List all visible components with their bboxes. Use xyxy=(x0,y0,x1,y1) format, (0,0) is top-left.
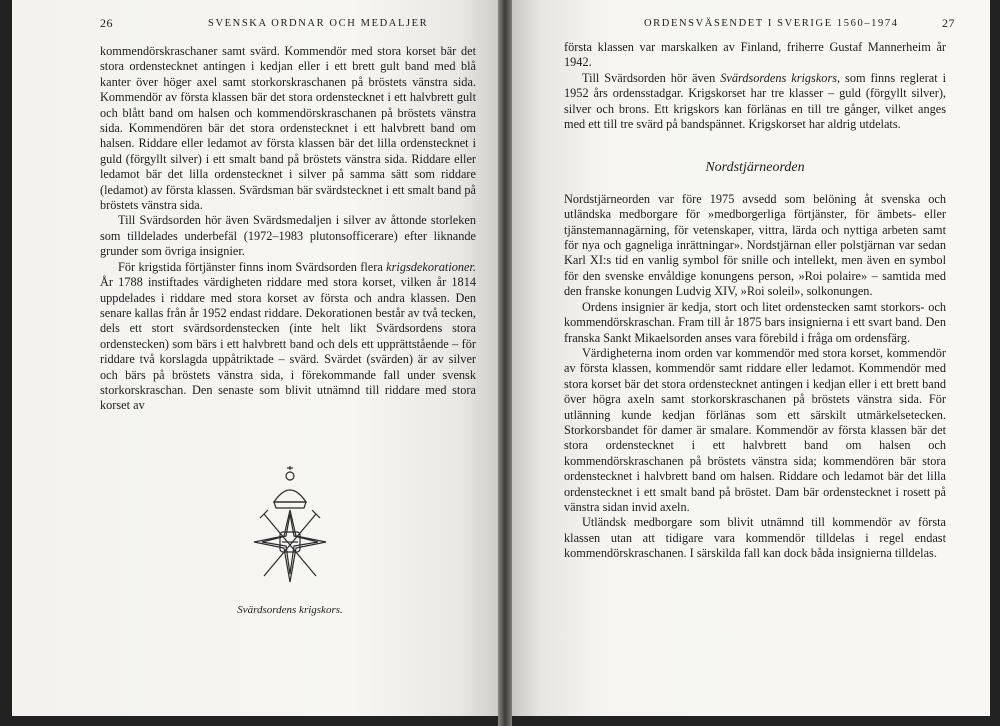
paragraph-krigsdekorationer xyxy=(100,260,476,414)
page-number-right: 27 xyxy=(942,16,955,30)
paragraph-krigskors xyxy=(564,71,946,133)
paragraph: Nordstjärneorden var före 1975 avsedd som belöning åt svenska och utländska medborgare för »medborgerliga förtjänster, för ämbets- eller tjänstemannagärning, för vetenskaper, vittra, lärda och nyttiga arbeten samt för nya och gagneliga inrättningar». Nordstjärnan eller polstjärnan var sedan Karl XI:s tid en vanlig symbol för snille och intellekt, men även en symbol för den svenske envåldige konungens person, »Roi polaire» – samtida med den franske konungen Ludvig XIV, »Roi soleil», solkonungen. xyxy=(564,191,946,299)
page-number-left: 26 xyxy=(100,16,113,30)
running-head-left: SVENSKA ORDNAR OCH MEDALJER xyxy=(208,18,429,29)
section-heading: Nordstjärneorden xyxy=(705,160,805,176)
right-page xyxy=(512,0,990,716)
emphasis: krigsdekorationer. xyxy=(386,259,476,274)
paragraph-text: År 1788 instiftades värdigheten riddare med stora korset, vilken år 1814 uppdelades i riddare med stora korset av första och andra klassen. Den senare kallas från år 1952 endast riddare. Dekorationen består av två tecken, dels ett stort svärdsordenstecken (inte helt likt Svärdsordens stora ordenstecken) som bärs i ett halvbrett band och dels ett upprättstående – för riddare två korslagda uppåtriktade – svärd. Svärdet (svärden) är av silver och bärs på bröstets vänstra sida, i förekommande fall under svensk storkorskraschan. Den senaste som blivit utnämnd till riddare med stora korset av xyxy=(100,275,476,413)
paragraph: Värdigheterna inom orden var kommendör med stora korset, kommendör av första klassen, kommendör samt riddare eller ledamot. Kommendör med stora korset bär det stora ordenstecknet antingen i kedjan eller i ett brett band över högra axeln samt storkorskraschanen på bröstets vänstra sida. För utlänning kunde kedjan förlänas som ett särskilt utmärkelsetecken. Storkorsbandet för damer är smalare. Kommendör av första klassen bär det stora ordenstecknet i ett halvbrett band om halsen och kommendörskraschanen på bröstets vänstra sida; kommendören bär stora ordenstecknet i halvbrett band om halsen. Riddare och ledamot bär det lilla ordenstecknet i ett smalt band på bröstet. Dam bär ordenstecknet i rosett på vänstra sidan invid axeln. xyxy=(564,345,946,514)
paragraph: Till Svärdsorden hör även Svärdsmedaljen i silver av åttonde storleken som tilldelades underbefäl (1972–1983 plutonsofficerare) efter liknande grunder som övriga insignier. xyxy=(100,213,476,259)
paragraph-text: som finns reglerat i 1952 års ordensstadgar. Krigskorset har tre klasser – guld (förgyllt silver), silver och brons. Ett krigskors kan förlänas en till tre gånger, vilket anges med ett till tre svärd på bandspännet. Krigskorset har aldrig utdelats. xyxy=(564,70,946,132)
emphasis: Svärdsordens krigskors, xyxy=(720,70,841,85)
running-head-right: ORDENSVÄSENDET I SVERIGE 1560–1974 xyxy=(644,18,899,29)
war-cross-illustration xyxy=(230,464,350,594)
paragraph: Ordens insignier är kedja, stort och litet ordenstecken samt storkors- och kommendörskraschan. Fram till år 1875 bars insignierna i ett svart band. Den franska Sankt Mikaelsorden anses vara förebild i fråga om ordensfärg. xyxy=(564,299,946,345)
paragraph-text: För krigstida förtjänster finns inom Svärdsorden flera xyxy=(118,259,387,274)
right-page-text xyxy=(564,40,946,562)
figure-caption: Svärdsordens krigskors. xyxy=(237,604,343,616)
left-page xyxy=(12,0,498,716)
paragraph: första klassen var marskalken av Finland, friherre Gustaf Mannerheim år 1942. xyxy=(564,40,946,70)
paragraph: kommendörskraschaner samt svärd. Kommendör med stora korset bär det stora ordenstecknet antingen i kedjan eller i ett brett gult band med blå kanter över höger axel samt storkorskraschanen på bröstets vänstra sida. Kommendör av första klassen bär det stora ordenstecknet i ett halvbrett gult och blått band om halsen och kommendörskraschanen på bröstets vänstra sida. Kommendören bär det stora ordenstecknet i ett halvbrett band om halsen. Riddare eller ledamot av första klassen bär det lilla ordenstecknet i guld (förgyllt silver) i ett smalt band på bröstets vänstra sida. Riddare eller ledamot bär det lilla ordenstecknet i silver på samma sätt som riddare (ledamot) av första klassen. Svärdsman bär svärdstecknet i ett smalt band på bröstets vänstra sida. xyxy=(100,44,476,213)
left-page-text xyxy=(100,44,476,414)
paragraph: Utländsk medborgare som blivit utnämnd till kommendör av första klassen utan att tidigare vara kommendör tilldelas i regel endast kommendörskraschanen. I särskilda fall kan dock båda insignierna tilldelas. xyxy=(564,515,946,561)
book-gutter xyxy=(498,0,512,726)
paragraph-text: Till Svärdsorden hör även xyxy=(582,70,721,85)
